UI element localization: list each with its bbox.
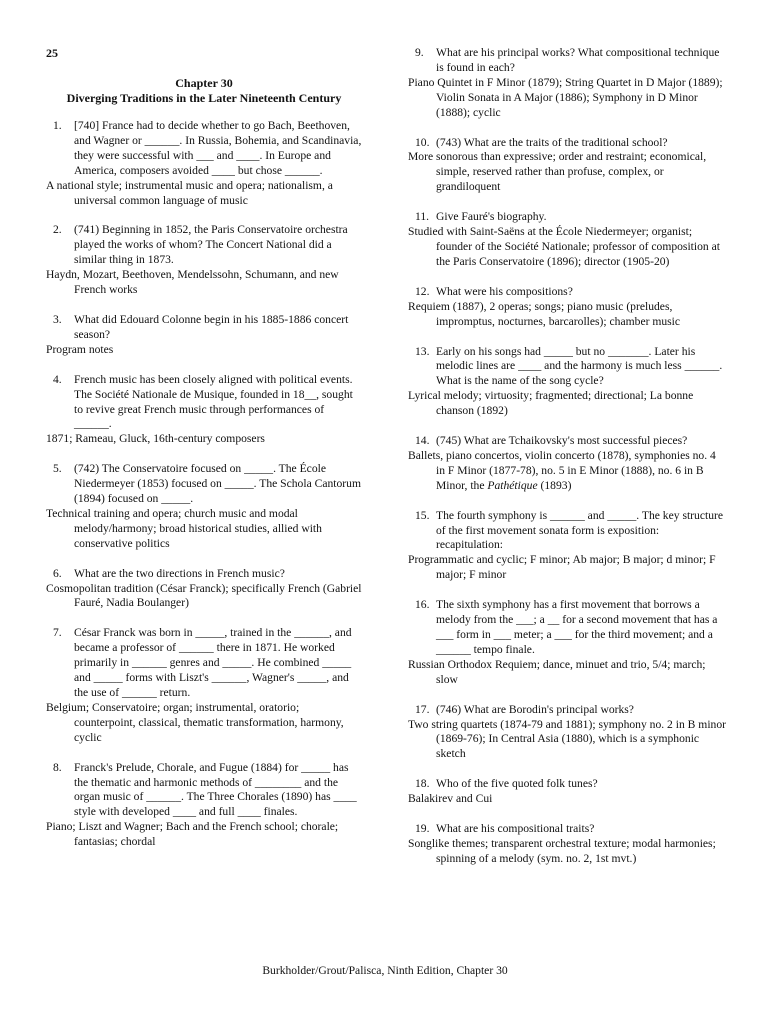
answer: A national style; instrumental music and opera; nationalism, a universal common language of music xyxy=(46,178,333,207)
question-text: Who of the five quoted folk tunes? xyxy=(436,777,598,791)
qa-item xyxy=(408,598,726,687)
question-number: 6. xyxy=(53,566,62,580)
question xyxy=(46,373,362,433)
question-number: 3. xyxy=(53,312,62,326)
question-number: 10. xyxy=(415,135,430,149)
answer: Piano Quintet in F Minor (1879); String Quartet in D Major (1889); Violin Sonata in A Major (1886); Symphony in D Minor (1888); cyclic xyxy=(408,75,723,119)
question xyxy=(408,509,726,554)
answer: Two string quartets (1874-79 and 1881); symphony no. 2 in B minor (1869-76); In Central Asia (1880), which is a symphonic sketch xyxy=(408,717,726,761)
answer: Belgium; Conservatoire; organ; instrumental, oratorio; counterpoint, classical, thematic transformation, harmony, cyclic xyxy=(46,700,344,744)
answer: Songlike themes; transparent orchestral texture; modal harmonies; spinning of a melody (sym. no. 2, 1st mvt.) xyxy=(408,836,716,865)
qa-item xyxy=(408,46,726,121)
answer-text: Ballets, piano concertos, violin concerto (1878), symphonies no. 4 in F Minor (1877-78), no. 5 in E Minor (1888), no. 6 in B Minor, the xyxy=(408,448,716,492)
question-text: What were his compositions? xyxy=(436,284,573,298)
answer: Studied with Saint-Saëns at the École Niedermeyer; organist; founder of the Société Nationale; professor of composition at the Paris Conservatoire (1896); director (1905-20) xyxy=(408,225,720,268)
answer: Requiem (1887), 2 operas; songs; piano music (preludes, impromptus, nocturnes, barcarolles); chamber music xyxy=(408,299,681,328)
question xyxy=(408,598,726,658)
question-number: 8. xyxy=(53,760,62,774)
question-text: (746) What are Borodin's principal works? xyxy=(436,702,634,716)
question xyxy=(408,136,726,151)
question-number: 7. xyxy=(53,626,62,640)
qa-item xyxy=(408,210,726,270)
question-text: The sixth symphony has a first movement that borrows a melody from the ___; a __ for a second movement that has a ___ form in ___ meter; a ___ for the third movement; and a ______ tempo finale. xyxy=(436,598,718,656)
chapter-heading xyxy=(46,76,362,106)
qa-item xyxy=(408,345,726,420)
chapter-subtitle: Diverging Traditions in the Later Nineteenth Century xyxy=(66,91,342,105)
answer: Cosmopolitan tradition (César Franck); specifically French (Gabriel Fauré, Nadia Boulanger) xyxy=(46,581,362,610)
question xyxy=(46,626,362,701)
question-text: What are his principal works? What compositional technique is found in each? xyxy=(436,46,720,74)
question xyxy=(46,223,362,268)
qa-item xyxy=(408,136,726,196)
question xyxy=(46,761,362,821)
question xyxy=(408,822,726,837)
left-column xyxy=(46,76,362,865)
question-number: 16. xyxy=(415,598,430,612)
chapter-title: Chapter 30 xyxy=(175,76,233,90)
qa-item xyxy=(408,822,726,867)
question-text: Franck's Prelude, Chorale, and Fugue (1884) for _____ has the thematic and harmonic methods of ________ and the organ music of ______. The Three Chorales (1890) has ____ style with developed ____ and full ____ finales. xyxy=(74,760,357,819)
question xyxy=(408,777,726,792)
answer: Programmatic and cyclic; F minor; Ab major; B major; d minor; F major; F minor xyxy=(408,553,716,582)
answer: Balakirev and Cui xyxy=(408,792,493,806)
question-text: (743) What are the traits of the traditional school? xyxy=(436,135,668,149)
question-number: 13. xyxy=(415,344,430,358)
qa-item xyxy=(46,313,362,358)
question-text: César Franck was born in _____, trained in the ______, and became a professor of ______ there in 1871. He worked primarily in ______ genres and _____. He combined _____ and _____ forms with Liszt's ______, Wagner's _____, and the use of ______ return. xyxy=(74,626,352,699)
question-text: Early on his songs had _____ but no _______. Later his melodic lines are ____ and the harmony is much less ______. What is the name of the song cycle? xyxy=(436,344,723,388)
question-number: 9. xyxy=(415,46,424,59)
answer-text: (1893) xyxy=(537,478,572,492)
qa-item xyxy=(46,567,362,612)
qa-item xyxy=(46,119,362,208)
question-number: 2. xyxy=(53,223,62,237)
question-text: (741) Beginning in 1852, the Paris Conservatoire orchestra played the works of whom? The Concert National did a similar thing in 1873. xyxy=(74,223,348,267)
answer: Russian Orthodox Requiem; dance, minuet and trio, 5/4; march; slow xyxy=(408,657,706,686)
question-text: The fourth symphony is ______ and _____. The key structure of the first movement sonata form is exposition: recapitulation: xyxy=(436,508,724,552)
question-text: What are the two directions in French music? xyxy=(74,566,285,580)
question xyxy=(408,285,726,300)
question-number: 1. xyxy=(53,119,62,132)
question xyxy=(408,46,726,76)
qa-item xyxy=(408,285,726,330)
work-title: Pathétique xyxy=(487,478,538,492)
question xyxy=(408,345,726,390)
page-number: 25 xyxy=(46,46,58,60)
answer: Piano; Liszt and Wagner; Bach and the French school; chorale; fantasias; chordal xyxy=(46,820,339,849)
question-number: 12. xyxy=(415,284,430,298)
answer: 1871; Rameau, Gluck, 16th-century composers xyxy=(46,432,265,446)
qa-item xyxy=(408,434,726,494)
question xyxy=(408,210,726,225)
question xyxy=(46,119,362,179)
question-text: What did Edouard Colonne begin in his 1885-1886 concert season? xyxy=(74,312,349,341)
question-number: 5. xyxy=(53,462,62,476)
question-number: 17. xyxy=(415,702,430,716)
question-number: 4. xyxy=(53,372,62,386)
question-text: French music has been closely aligned with political events. The Société Nationale de Musique, founded in 18__, sought to revive great French music through performances of ______. xyxy=(74,372,353,431)
answer: Haydn, Mozart, Beethoven, Mendelssohn, Schumann, and new French works xyxy=(46,268,339,297)
question-text: (745) What are Tchaikovsky's most successful pieces? xyxy=(436,434,688,448)
qa-item xyxy=(408,777,726,807)
qa-item xyxy=(46,761,362,850)
question xyxy=(408,434,726,449)
question xyxy=(46,462,362,507)
answer: Technical training and opera; church music and modal melody/harmony; broad historical studies, allied with conservative politics xyxy=(46,506,322,550)
right-column xyxy=(408,46,726,882)
question-text: Give Fauré's biography. xyxy=(436,210,547,224)
question xyxy=(46,567,362,582)
qa-item xyxy=(46,462,362,551)
question-text: (742) The Conservatoire focused on _____. The École Niedermeyer (1853) focused on _____. The Schola Cantorum (1894) focused on _____. xyxy=(74,462,361,506)
question-number: 15. xyxy=(415,508,430,522)
answer: Program notes xyxy=(46,342,114,356)
question-text: What are his compositional traits? xyxy=(436,822,595,836)
qa-item xyxy=(46,626,362,745)
question-number: 14. xyxy=(415,434,430,448)
question-number: 18. xyxy=(415,777,430,791)
question xyxy=(46,313,362,343)
qa-item xyxy=(46,223,362,298)
question-number: 19. xyxy=(415,822,430,836)
answer: Lyrical melody; virtuosity; fragmented; directional; La bonne chanson (1892) xyxy=(408,389,694,418)
question-text: [740] France had to decide whether to go Bach, Beethoven, and Wagner or ______. In Russia, Bohemia, and Scandinavia, they were successful with ___ and ____. In Europe and America, composers avoided ____ but chose ______. xyxy=(74,119,362,177)
question-number: 11. xyxy=(415,210,430,224)
qa-item xyxy=(46,373,362,448)
qa-item xyxy=(408,509,726,584)
qa-item xyxy=(408,703,726,763)
page-footer: Burkholder/Grout/Palisca, Ninth Edition, Chapter 30 xyxy=(262,964,508,977)
question xyxy=(408,703,726,718)
answer xyxy=(408,449,726,494)
answer: More sonorous than expressive; order and restraint; economical, simple, reserved rather than profuse, complex, or grandiloquent xyxy=(408,150,707,194)
